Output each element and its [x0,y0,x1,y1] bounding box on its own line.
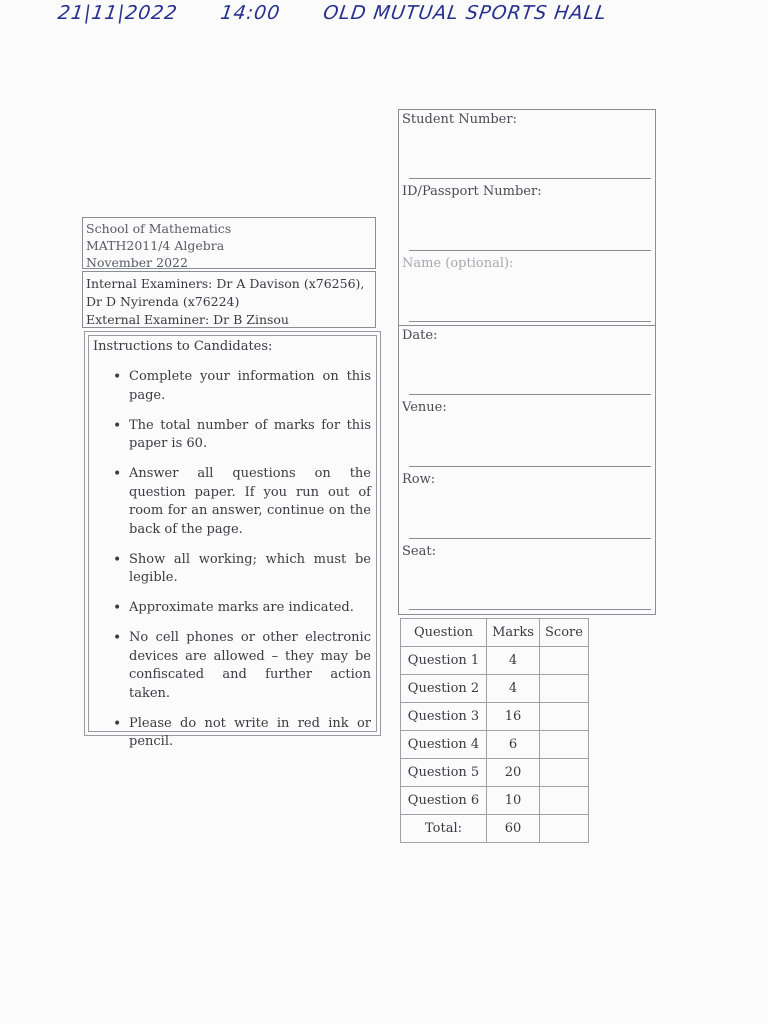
table-row [401,787,589,815]
student-number-label: Student Number: [402,112,517,127]
question-marks: 10 [487,787,540,815]
id-passport-line[interactable] [409,250,651,251]
course-code: MATH2011/4 Algebra [86,238,225,253]
instruction-item: • No cell phones or other electronic devices are allowed – they may be confiscated and further action taken. [109,629,371,703]
question-label: Question 4 [401,731,487,759]
seat-line[interactable] [409,609,651,610]
table-row [401,731,589,759]
total-marks: 60 [487,815,540,843]
external-examiner: External Examiner: Dr B Zinsou [86,312,289,327]
instructions-inner-border [88,335,377,749]
table-row [401,759,589,787]
row-line[interactable] [409,538,651,539]
row-field[interactable] [399,470,655,542]
school-name: School of Mathematics [86,221,232,236]
examiners-box [82,271,376,328]
question-label: Question 3 [401,703,487,731]
instructions-title: Instructions to Candidates: [93,339,273,354]
seat-label: Seat: [402,544,436,559]
name-field[interactable] [399,254,655,326]
table-row [401,703,589,731]
seat-field[interactable] [399,542,655,614]
instruction-item: • Answer all questions on the question paper. If you run out of room for an answer, continue on the back of the page. [109,465,371,539]
internal-examiners-line2: Dr D Nyirenda (x76224) [86,294,240,309]
question-marks: 20 [487,759,540,787]
question-marks: 6 [487,731,540,759]
instruction-item: • Show all working; which must be legible. [109,551,371,588]
question-label: Question 5 [401,759,487,787]
id-passport-label: ID/Passport Number: [402,184,542,199]
instruction-item: • Please do not write in red ink or pencil. [109,715,371,752]
marks-table [400,618,589,843]
instructions-box [84,331,381,749]
score-cell[interactable] [540,675,589,703]
header-score: Score [540,619,589,647]
handwritten-time: 14:00 [219,2,282,24]
name-line[interactable] [409,321,651,322]
total-row [401,815,589,843]
score-cell[interactable] [540,759,589,787]
venue-line[interactable] [409,466,651,467]
instruction-item: • The total number of marks for this paper is 60. [109,417,371,454]
question-marks: 4 [487,647,540,675]
course-info-box [82,217,376,269]
exam-date: November 2022 [86,255,188,270]
score-cell[interactable] [540,647,589,675]
student-number-field[interactable] [399,110,655,182]
total-score-cell[interactable] [540,815,589,843]
venue-label: Venue: [402,400,447,415]
handwritten-venue: OLD MUTUAL SPORTS HALL [321,2,609,24]
total-label: Total: [401,815,487,843]
question-label: Question 6 [401,787,487,815]
date-field[interactable] [399,326,655,398]
header-question: Question [401,619,487,647]
question-marks: 16 [487,703,540,731]
name-label: Name (optional): [402,256,514,271]
instructions-list [109,368,371,763]
student-details-box [398,109,656,615]
student-number-line[interactable] [409,178,651,179]
question-label: Question 2 [401,675,487,703]
question-marks: 4 [487,675,540,703]
score-cell[interactable] [540,787,589,815]
question-label: Question 1 [401,647,487,675]
venue-field[interactable] [399,398,655,470]
date-label: Date: [402,328,438,343]
instruction-item: • Complete your information on this page. [109,368,371,405]
table-row [401,647,589,675]
table-row [401,675,589,703]
id-passport-field[interactable] [399,182,655,254]
handwritten-exam-details [56,2,644,24]
row-label: Row: [402,472,436,487]
marks-table-header [401,619,589,647]
score-cell[interactable] [540,731,589,759]
handwritten-date: 21|11|2022 [56,2,180,24]
instruction-item: • Approximate marks are indicated. [109,599,371,618]
header-marks: Marks [487,619,540,647]
date-line[interactable] [409,394,651,395]
internal-examiners-line1: Internal Examiners: Dr A Davison (x76256), [86,276,365,291]
score-cell[interactable] [540,703,589,731]
